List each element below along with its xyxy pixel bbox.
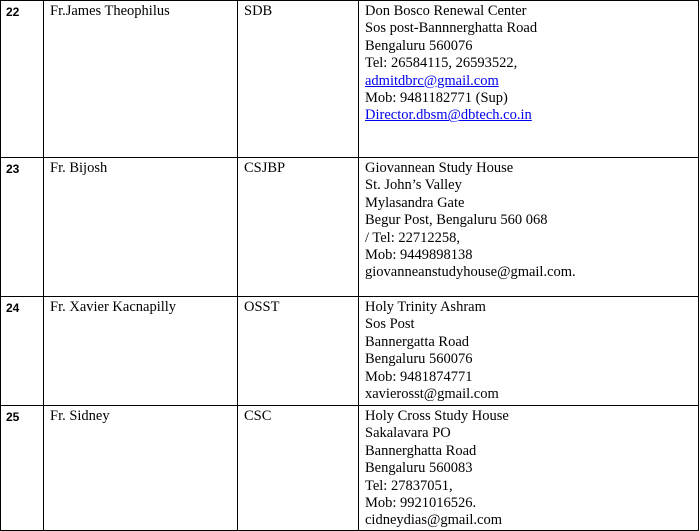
member-name: Fr. Sidney xyxy=(44,406,238,531)
address-line: Mob: 9481182771 (Sup) xyxy=(365,90,508,107)
address-line: Bannergatta Road xyxy=(365,333,470,350)
congregation-code: CSJBP xyxy=(238,158,359,297)
table-row xyxy=(1,1,699,158)
address-cell xyxy=(359,406,699,531)
member-name: Fr.James Theophilus xyxy=(44,1,238,158)
serial-number: 23 xyxy=(1,158,44,297)
address-cell xyxy=(359,297,699,406)
address-line: Tel: 26584115, 26593522, xyxy=(365,55,518,72)
address-line: Sos Post xyxy=(365,316,415,333)
address-line: Bengaluru 560076 xyxy=(365,37,473,54)
address-line: xavierosst@gmail.com xyxy=(365,386,499,403)
address-line: Mob: 9921016526. xyxy=(365,495,477,512)
email-link[interactable]: Director.dbsm@dbtech.co.in xyxy=(365,107,532,124)
address-line: Mob: 9481874771 xyxy=(365,368,473,385)
address-line: Holy Trinity Ashram xyxy=(365,299,486,315)
address-line: Bengaluru 560076 xyxy=(365,351,473,368)
address-line: / Tel: 22712258, xyxy=(365,229,460,246)
address-cell xyxy=(359,1,699,158)
serial-number: 22 xyxy=(1,1,44,158)
member-name: Fr. Bijosh xyxy=(44,158,238,297)
congregation-code: SDB xyxy=(238,1,359,158)
serial-number: 24 xyxy=(1,297,44,406)
address-line: giovanneanstudyhouse@gmail.com. xyxy=(365,264,576,281)
address-line: St. John’s Valley xyxy=(365,177,462,194)
address-line: cidneydias@gmail.com xyxy=(365,512,502,529)
address-line: Don Bosco Renewal Center xyxy=(365,3,527,19)
address-line: Tel: 27837051, xyxy=(365,477,453,494)
address-line: Sos post-Bannnerghatta Road xyxy=(365,20,538,37)
serial-number: 25 xyxy=(1,406,44,531)
address-line: Mylasandra Gate xyxy=(365,194,465,211)
directory-body xyxy=(1,1,699,531)
table-row xyxy=(1,297,699,406)
address-line: Begur Post, Bengaluru 560 068 xyxy=(365,212,548,229)
address-line: Bengaluru 560083 xyxy=(365,460,473,477)
address-line: Sakalavara PO xyxy=(365,425,451,442)
address-cell xyxy=(359,158,699,297)
congregation-code: OSST xyxy=(238,297,359,406)
table-row xyxy=(1,406,699,531)
table-row xyxy=(1,158,699,297)
email-link[interactable]: admitdbrc@gmail.com xyxy=(365,72,499,89)
member-name: Fr. Xavier Kacnapilly xyxy=(44,297,238,406)
congregation-code: CSC xyxy=(238,406,359,531)
address-line: Giovannean Study House xyxy=(365,160,514,176)
address-line: Mob: 9449898138 xyxy=(365,247,473,264)
address-line: Bannerghatta Road xyxy=(365,442,477,459)
address-line: Holy Cross Study House xyxy=(365,408,509,424)
